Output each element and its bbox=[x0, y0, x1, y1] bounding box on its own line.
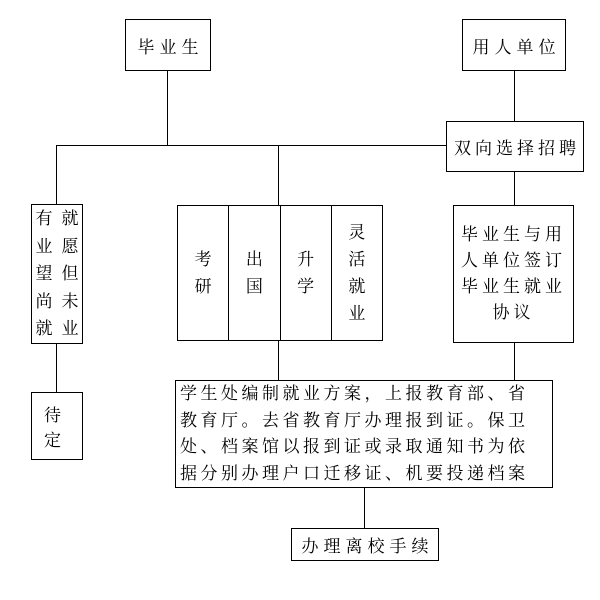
connector-employer-to-mutual bbox=[514, 70, 515, 121]
agreement-line: 毕业生与用 bbox=[461, 225, 566, 244]
node-branch-options-group bbox=[177, 205, 383, 341]
connector-horizontal-bus bbox=[56, 145, 446, 146]
plan-line: 据分别办理户口迁移证、机要投递档案 bbox=[180, 463, 529, 483]
node-leave-school-procedures: 办理离校手续 bbox=[291, 528, 439, 561]
connector-bus-to-wish-box bbox=[56, 145, 57, 204]
plan-line: 处、档案馆以报到证或录取通知书为依 bbox=[180, 437, 529, 456]
connector-agreement-to-plan bbox=[514, 342, 515, 380]
connector-plan-to-leave bbox=[364, 487, 365, 528]
branch-label: 灵活就业 bbox=[348, 223, 366, 323]
node-wish-but-unemployed bbox=[31, 204, 88, 344]
connector-mutual-to-agreement bbox=[514, 171, 515, 205]
agreement-line: 人单位签订 bbox=[461, 251, 566, 270]
branch-label: 升学 bbox=[297, 250, 315, 296]
agreement-line: 协议 bbox=[492, 303, 535, 322]
branch-label: 出国 bbox=[245, 250, 263, 296]
agreement-line: 毕业生就业 bbox=[461, 277, 566, 296]
connector-bus-to-branches bbox=[278, 145, 279, 205]
branch-shengxue bbox=[281, 206, 332, 340]
plan-line: 学生处编制就业方案，上报教育部、省 bbox=[180, 384, 529, 403]
connector-graduate-to-bus bbox=[167, 70, 168, 145]
node-employment-agreement bbox=[453, 205, 574, 343]
branch-chuguo bbox=[229, 206, 280, 340]
node-employment-plan-procedures bbox=[175, 380, 553, 488]
wish-line: 望但 bbox=[35, 264, 88, 284]
wish-line: 就业 bbox=[35, 319, 88, 339]
node-mutual-selection-recruiting: 双向选择招聘 bbox=[446, 121, 584, 172]
node-pending: 待定 bbox=[31, 392, 83, 460]
plan-line: 教育厅。去省教育厅办理报到证。保卫 bbox=[180, 410, 529, 430]
branch-label: 考研 bbox=[194, 250, 212, 296]
wish-line: 有就 bbox=[35, 209, 88, 229]
wish-line: 业愿 bbox=[35, 236, 88, 256]
branch-kaoyan bbox=[178, 206, 229, 340]
wish-line: 尚未 bbox=[35, 291, 88, 311]
branch-linghuo-jiuye bbox=[332, 206, 382, 340]
connector-branches-to-plan bbox=[278, 340, 279, 380]
node-employer: 用人单位 bbox=[462, 19, 566, 71]
node-graduate: 毕业生 bbox=[125, 19, 211, 71]
connector-wish-to-pending bbox=[56, 343, 57, 392]
